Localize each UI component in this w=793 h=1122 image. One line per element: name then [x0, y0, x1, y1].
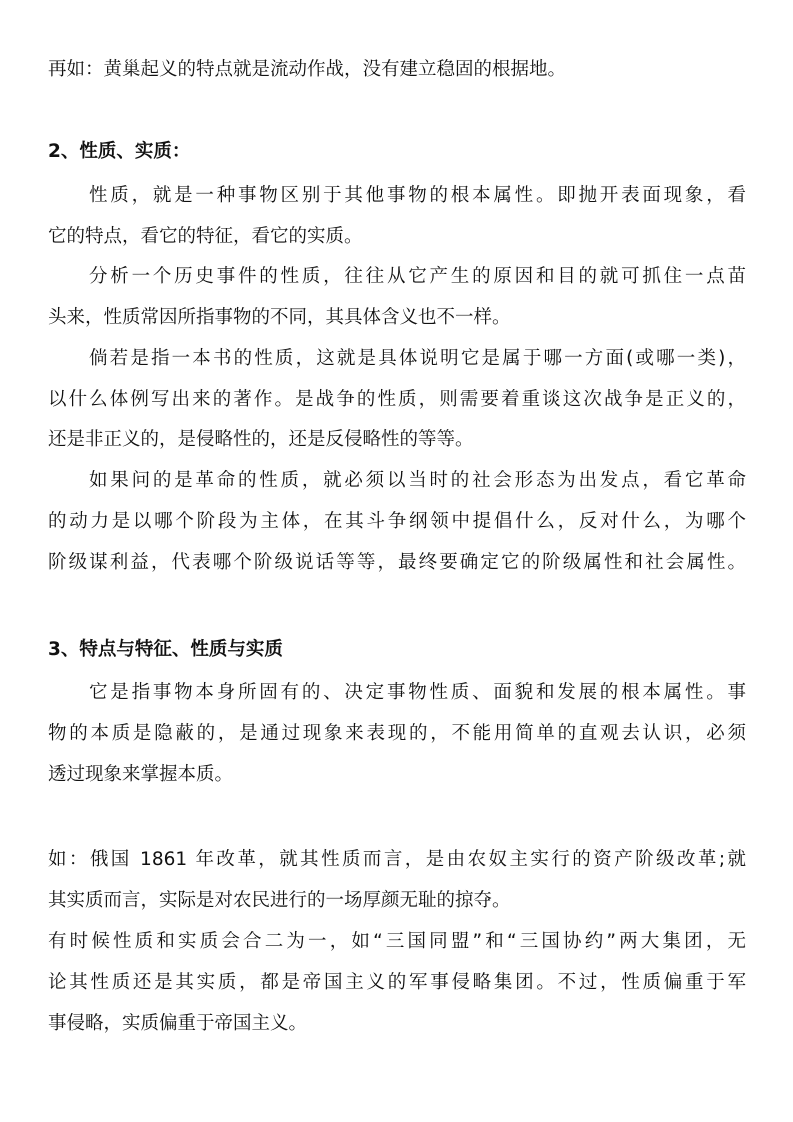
- paragraph-line: 性质，就是一种事物区别于其他事物的根本属性。即抛开表面现象，看: [89, 185, 746, 206]
- paragraph-line: 还是非正义的，是侵略性的，还是反侵略性的等等。: [48, 429, 474, 450]
- paragraph-line: 阶级谋利益，代表哪个阶级说话等等，最终要确定它的阶级属性和社会属性。: [48, 552, 746, 573]
- paragraph-line: 如果问的是革命的性质，就必须以当时的社会形态为出发点，看它革命: [89, 470, 746, 491]
- paragraph-line: 倘若是指一本书的性质，这就是具体说明它是属于哪一方面(或哪一类)，: [89, 348, 746, 369]
- paragraph-line: 它的特点，看它的特征，看它的实质。: [48, 226, 363, 247]
- paragraph-line: 它是指事物本身所固有的、决定事物性质、面貌和发展的根本属性。事: [89, 682, 746, 703]
- paragraph-line: 如：俄国 1861 年改革，就其性质而言，是由农奴主实行的资产阶级改革;就: [48, 849, 746, 870]
- paragraph-line: 的动力是以哪个阶段为主体，在其斗争纲领中提倡什么，反对什么，为哪个: [48, 511, 746, 532]
- paragraph-line: 事侵略，实质偏重于帝国主义。: [48, 1013, 308, 1034]
- paragraph-line: 论其性质还是其实质，都是帝国主义的军事侵略集团。不过，性质偏重于军: [48, 972, 746, 993]
- paragraph-line: 其实质而言，实际是对农民进行的一场厚颜无耻的掠夺。: [48, 890, 511, 911]
- section-heading-3: 3、特点与特征、性质与实质: [48, 639, 283, 660]
- paragraph-line: 物的本质是隐蔽的，是通过现象来表现的，不能用简单的直观去认识，必须: [48, 723, 746, 744]
- paragraph-line: 头来，性质常因所指事物的不同，其具体含义也不一样。: [48, 307, 511, 328]
- paragraph-line: 透过现象来掌握本质。: [48, 764, 234, 785]
- paragraph-line: 有时候性质和实质会合二为一，如“三国同盟”和“三国协约”两大集团，无: [48, 931, 746, 952]
- paragraph-line: 以什么体例写出来的著作。是战争的性质，则需要着重谈这次战争是正义的，: [48, 389, 746, 410]
- paragraph-line: 分析一个历史事件的性质，往往从它产生的原因和目的就可抓住一点苗: [89, 266, 746, 287]
- section-heading-2: 2、性质、实质：: [48, 141, 191, 162]
- paragraph-line: 再如：黄巢起义的特点就是流动作战，没有建立稳固的根据地。: [48, 59, 567, 80]
